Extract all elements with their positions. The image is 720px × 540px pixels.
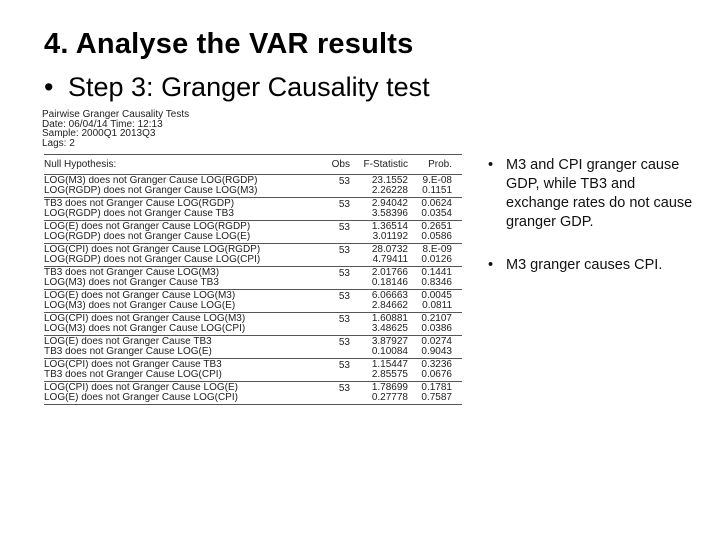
prob-cell [408, 383, 452, 403]
fstat-value: 2.84662 [371, 300, 408, 311]
fstat-cell [350, 176, 408, 196]
obs-cell: 53 [338, 199, 350, 210]
note-text: M3 granger causes CPI. [506, 257, 663, 273]
fstat-value: 3.01192 [372, 231, 408, 242]
prob-value: 0.1151 [422, 185, 452, 196]
prob-cell [408, 268, 452, 288]
hypothesis-cell [44, 360, 316, 380]
column-header-fstat: F-Statistic [363, 159, 408, 170]
prob-value: 0.8346 [421, 277, 452, 288]
table-row [44, 290, 462, 313]
slide-title: 4. Analyse the VAR results [44, 28, 414, 60]
granger-table [42, 154, 462, 405]
fstat-cell [350, 291, 408, 311]
hypothesis-line: LOG(E) does not Granger Cause LOG(CPI) [44, 393, 238, 403]
fstat-cell [350, 383, 408, 403]
fstat-cell [350, 337, 408, 357]
hypothesis-line: LOG(CPI) does not Granger Cause TB3 [44, 360, 222, 370]
prob-value: 0.0354 [421, 208, 452, 219]
output-header-line: Pairwise Granger Causality Tests [42, 109, 190, 120]
fstat-value: 1.78699 [371, 382, 408, 393]
prob-value: 0.1781 [421, 382, 452, 393]
hypothesis-line: TB3 does not Granger Cause LOG(CPI) [44, 370, 222, 380]
bullet-icon: • [44, 72, 54, 102]
prob-value: 0.7587 [421, 392, 452, 403]
hypothesis-line: LOG(E) does not Granger Cause TB3 [44, 337, 212, 347]
hypothesis-line: LOG(E) does not Granger Cause LOG(RGDP) [44, 222, 251, 232]
table-row [44, 359, 462, 382]
output-header-line: Date: 06/04/14 Time: 12:13 [42, 118, 163, 130]
prob-cell [408, 360, 452, 380]
hypothesis-line: LOG(M3) does not Granger Cause LOG(RGDP) [44, 176, 258, 186]
slide-subtitle [44, 72, 430, 103]
obs-cell: 53 [338, 337, 350, 348]
prob-cell [408, 176, 452, 196]
hypothesis-line: LOG(RGDP) does not Granger Cause LOG(M3) [44, 186, 258, 196]
note-text: M3 and CPI granger cause GDP, while TB3 and exchange rates do not cause granger GDP. [506, 157, 693, 230]
fstat-cell [350, 360, 408, 380]
fstat-value: 3.87927 [371, 336, 408, 347]
column-header-prob: Prob. [428, 159, 452, 170]
subtitle-text: Step 3: Granger Causality test [68, 72, 430, 102]
table-row [44, 336, 462, 359]
fstat-value: 0.27778 [371, 392, 408, 403]
fstat-value: 2.94042 [371, 198, 408, 209]
granger-output [42, 110, 462, 405]
prob-value: 0.9043 [421, 346, 452, 357]
bullet-icon: • [488, 157, 494, 173]
table-row [44, 267, 462, 290]
hypothesis-line: LOG(CPI) does not Granger Cause LOG(M3) [44, 314, 246, 324]
hypothesis-line: LOG(CPI) does not Granger Cause LOG(RGDP) [44, 245, 261, 255]
hypothesis-cell [44, 245, 316, 265]
obs-cell: 53 [338, 291, 350, 302]
prob-cell [408, 314, 452, 334]
hypothesis-cell [44, 383, 316, 403]
prob-value: 8.E-09 [422, 244, 452, 255]
table-row [44, 313, 462, 336]
fstat-value: 2.85575 [371, 369, 408, 380]
fstat-value: 1.15447 [371, 359, 408, 370]
prob-cell [408, 199, 452, 219]
fstat-value: 0.18146 [371, 277, 408, 288]
fstat-cell [350, 268, 408, 288]
prob-value: 0.0045 [421, 290, 452, 301]
fstat-value: 4.79411 [372, 254, 408, 265]
obs-cell: 53 [338, 245, 350, 256]
hypothesis-line: LOG(M3) does not Granger Cause TB3 [44, 278, 219, 288]
fstat-value: 2.01766 [371, 267, 408, 278]
note-item [488, 256, 698, 275]
fstat-value: 6.06663 [371, 290, 408, 301]
obs-cell: 53 [338, 268, 350, 279]
prob-cell [408, 291, 452, 311]
hypothesis-line: LOG(RGDP) does not Granger Cause LOG(E) [44, 232, 251, 242]
prob-value: 0.2651 [421, 221, 452, 232]
notes-list [488, 156, 698, 299]
prob-value: 0.2107 [421, 313, 452, 324]
obs-cell: 53 [338, 360, 350, 371]
hypothesis-cell [44, 268, 316, 288]
hypothesis-line: LOG(E) does not Granger Cause LOG(M3) [44, 291, 236, 301]
output-header-line: Lags: 2 [42, 137, 75, 149]
table-row [44, 221, 462, 244]
table-row [44, 175, 462, 198]
prob-value: 0.0126 [421, 254, 452, 265]
prob-value: 0.0676 [421, 369, 452, 380]
prob-value: 0.0274 [421, 336, 452, 347]
hypothesis-cell [44, 199, 316, 219]
hypothesis-line: LOG(M3) does not Granger Cause LOG(E) [44, 301, 236, 311]
fstat-value: 2.26228 [371, 185, 408, 196]
prob-value: 0.0624 [421, 198, 452, 209]
prob-value: 0.0386 [421, 323, 452, 334]
table-header-row [44, 154, 462, 175]
column-header-obs: Obs [331, 159, 350, 170]
table-row [44, 198, 462, 221]
hypothesis-cell [44, 291, 316, 311]
note-item [488, 156, 698, 232]
fstat-value: 23.1552 [371, 175, 408, 186]
fstat-value: 1.36514 [371, 221, 408, 232]
fstat-value: 0.10084 [371, 346, 408, 357]
hypothesis-cell [44, 176, 316, 196]
fstat-cell [350, 222, 408, 242]
fstat-value: 3.48625 [371, 323, 408, 334]
prob-cell [408, 337, 452, 357]
obs-cell: 53 [338, 222, 350, 233]
prob-value: 0.1441 [421, 267, 452, 278]
hypothesis-line: TB3 does not Granger Cause LOG(E) [44, 347, 212, 357]
table-row [44, 382, 462, 405]
prob-cell [408, 222, 452, 242]
prob-value: 0.3236 [421, 359, 452, 370]
hypothesis-cell [44, 337, 316, 357]
hypothesis-cell [44, 314, 316, 334]
hypothesis-line: LOG(CPI) does not Granger Cause LOG(E) [44, 383, 238, 393]
fstat-value: 28.0732 [371, 244, 408, 255]
output-header-line: Sample: 2000Q1 2013Q3 [42, 128, 156, 139]
prob-value: 9.E-08 [422, 175, 452, 186]
obs-cell: 53 [338, 383, 350, 394]
hypothesis-line: LOG(M3) does not Granger Cause LOG(CPI) [44, 324, 246, 334]
fstat-value: 1.60881 [371, 313, 408, 324]
fstat-cell [350, 245, 408, 265]
prob-cell [408, 245, 452, 265]
hypothesis-line: LOG(RGDP) does not Granger Cause TB3 [44, 209, 234, 219]
fstat-value: 3.58396 [371, 208, 408, 219]
obs-cell: 53 [338, 314, 350, 325]
hypothesis-line: LOG(RGDP) does not Granger Cause LOG(CPI) [44, 255, 261, 265]
hypothesis-line: TB3 does not Granger Cause LOG(M3) [44, 268, 220, 278]
fstat-cell [350, 199, 408, 219]
prob-value: 0.0811 [422, 300, 452, 311]
fstat-cell [350, 314, 408, 334]
hypothesis-cell [44, 222, 316, 242]
hypothesis-line: TB3 does not Granger Cause LOG(RGDP) [44, 199, 235, 209]
bullet-icon: • [488, 257, 494, 273]
column-header-hypothesis: Null Hypothesis: [44, 159, 117, 170]
table-row [44, 244, 462, 267]
prob-value: 0.0586 [421, 231, 452, 242]
obs-cell: 53 [338, 176, 350, 187]
